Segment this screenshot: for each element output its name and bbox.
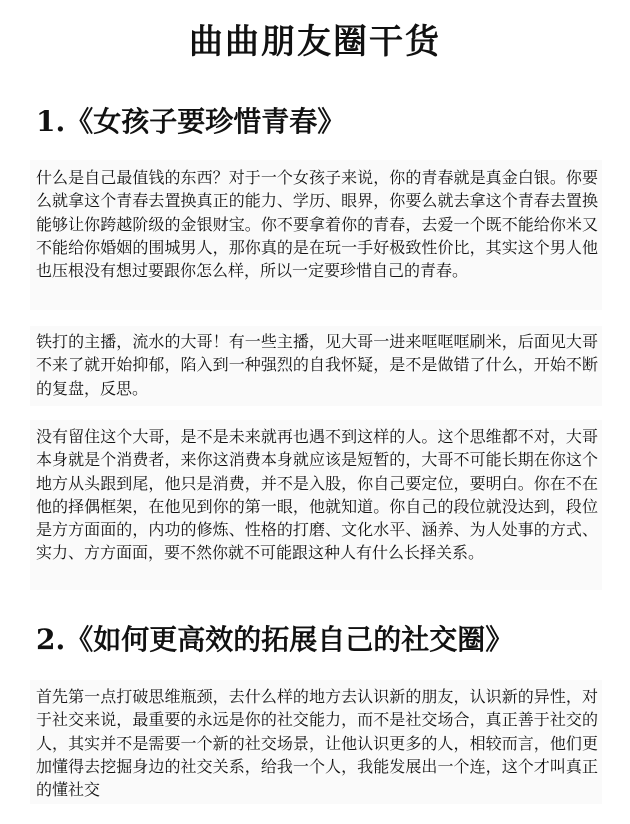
section-number: 2.: [36, 623, 66, 656]
paragraph-text: 首先第一点打破思维瓶颈，去什么样的地方去认识新的朋友，认识新的异性，对于社交来说，最重要的永远是你的社交能力，而不是社交场合，真正善于社交的人，其实并不是需要一个新的社交场景，让他认识更多的人，相较而言，他们更加懂得去挖掘身边的社交关系，给我一个人，我能发展出一个连，这个才叫真正的懂社交: [36, 687, 598, 800]
section-number: 1.: [36, 105, 66, 138]
page-title: 曲曲朋友圈干货: [189, 22, 441, 62]
section-title: 《如何更高效的拓展自己的社交圈》: [65, 623, 514, 656]
section-heading-2: [36, 618, 610, 658]
paragraph: [36, 685, 598, 801]
paragraph: [36, 330, 598, 400]
section-heading-1: [36, 100, 610, 140]
section-title: 《女孩子要珍惜青春》: [65, 105, 346, 138]
paragraph: [36, 166, 598, 282]
paragraph-text: 没有留住这个大哥，是不是未来就再也遇不到这样的人。这个思维都不对，大哥本身就是个消费者，来你这消费本身就应该是短暂的，大哥不可能长期在你这个地方从头跟到尾，他只是消费，并不是入股，你自己要定位，要明白。你在不在他的择偶框架，在他见到你的第一眼，他就知道。你自己的段位就没达到，段位是方方面面的，内功的修炼、性格的打磨、文化水平、涵养、为人处事的方式、实力、方方面面，要不然你就不可能跟这种人有什么长择关系。: [36, 427, 598, 563]
paragraph-text: 铁打的主播，流水的大哥！有一些主播，见大哥一进来哐哐哐刷米，后面见大哥不来了就开始抑郁，陷入到一种强烈的自我怀疑，是不是做错了什么，开始不断的复盘，反思。: [36, 332, 598, 398]
paragraph-text: 什么是自己最值钱的东西？对于一个女孩子来说，你的青春就是真金白银。你要么就拿这个青春去置换真正的能力、学历、眼界，你要么就去拿这个青春去置换能够让你跨越阶级的金银财宝。你不要拿着你的青春，去爱一个既不能给你米又不能给你婚姻的围城男人，那你真的是在玩一手好极致性价比，其实这个男人他也压根没有想过要跟你怎么样，所以一定要珍惜自己的青春。: [36, 168, 598, 281]
paragraph: [36, 425, 598, 565]
